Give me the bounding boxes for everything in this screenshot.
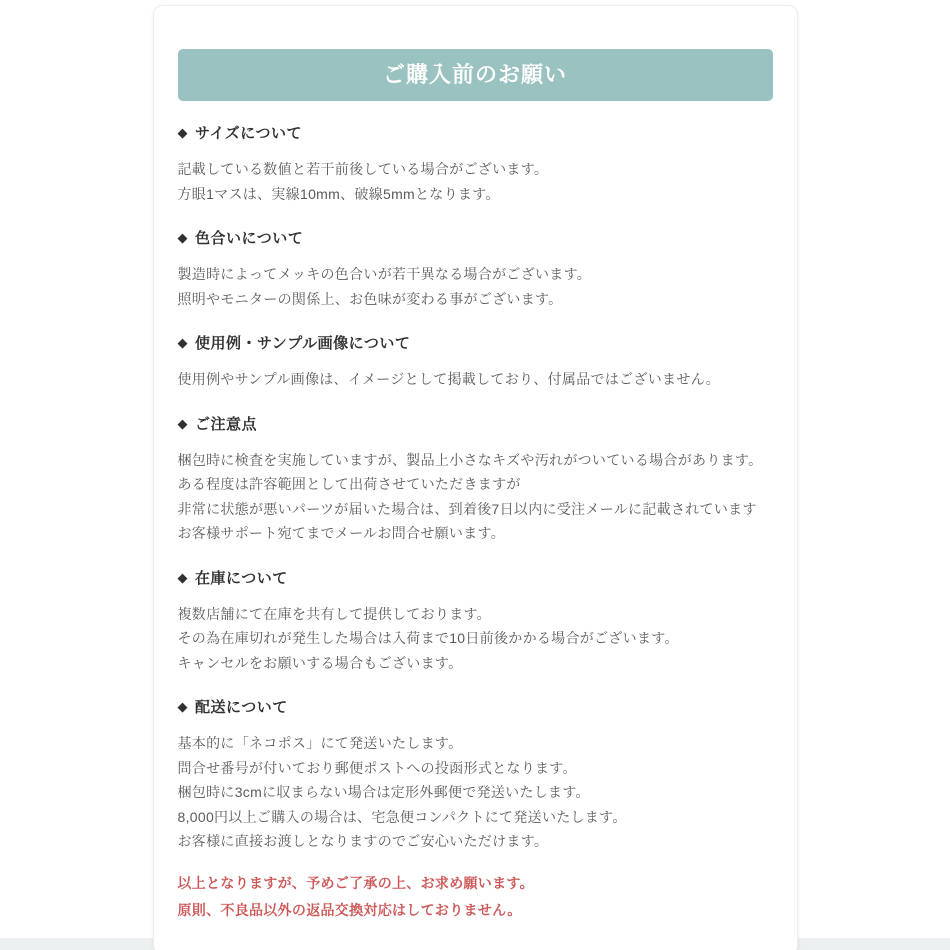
warning-line: 以上となりますが、予めご了承の上、お求め願います。 <box>177 874 534 891</box>
body-line: 梱包時に検査を実施していますが、製品上小さなキズや汚れがついている場合があります。 <box>177 451 763 468</box>
section-heading-label: 在庫について <box>195 569 288 587</box>
body-line: 基本的に「ネコポス」にて発送いたします。 <box>177 735 463 751</box>
section-heading <box>178 123 773 144</box>
body-line: お客様に直接お渡しとなりますのでご安心いただけます。 <box>177 833 549 849</box>
section-heading <box>178 414 773 435</box>
section-heading-label: ご注意点 <box>195 415 258 433</box>
section-heading <box>178 568 773 589</box>
section-stock <box>178 568 773 676</box>
page-title: ご購入前のお願い <box>382 62 567 87</box>
section-shipping <box>178 697 773 854</box>
section-heading-label: 使用例・サンプル画像について <box>195 335 411 352</box>
section-size <box>178 123 773 206</box>
body-line: 製造時によってメッキの色合いが若干異なる場合がございます。 <box>177 266 592 282</box>
body-line: 8,000円以上ご購入の場合は、宅急便コンパクトにて発送いたします。 <box>177 808 627 825</box>
body-line: 方眼1マスは、実線10mm、破線5mmとなります。 <box>177 185 500 202</box>
section-heading-label: サイズについて <box>195 125 303 142</box>
body-line: 非常に状態が悪いパーツが届いた場合は、到着後7日以内に受注メールに記載されています <box>177 500 757 517</box>
diamond-bullet-icon: ◆ <box>177 569 188 585</box>
body-line: ある程度は許容範囲として出荷させていただきますが <box>177 476 521 492</box>
warning-notice <box>178 870 773 924</box>
warning-line: 原則、不良品以外の返品交換対応はしておりません。 <box>177 901 522 918</box>
body-line: 使用例やサンプル画像は、イメージとして掲載しており、付属品ではございません。 <box>177 371 721 387</box>
body-line: 記載している数値と若干前後している場合がございます。 <box>177 161 549 177</box>
body-line: 問合せ番号が付いており郵便ポストへの投函形式となります。 <box>177 759 577 776</box>
body-line: 照明やモニターの関係上、お色味が変わる事がございます。 <box>177 290 563 307</box>
body-line: 複数店舗にて在庫を共有して提供しております。 <box>177 605 491 622</box>
section-sample-images <box>178 333 773 392</box>
diamond-bullet-icon: ◆ <box>177 335 188 350</box>
diamond-bullet-icon: ◆ <box>177 125 188 140</box>
diamond-bullet-icon: ◆ <box>177 699 188 714</box>
section-color <box>178 228 773 311</box>
notice-card <box>153 5 798 950</box>
section-cautions <box>178 414 773 546</box>
body-line: お客様サポート宛てまでメールお問合せ願います。 <box>177 525 505 541</box>
diamond-bullet-icon: ◆ <box>177 415 188 431</box>
body-line: キャンセルをお願いする場合もございます。 <box>177 654 463 671</box>
section-heading-label: 色合いについて <box>195 230 304 247</box>
body-line: 梱包時に3cmに収まらない場合は定形外郵便で発送いたします。 <box>177 784 590 800</box>
section-heading-label: 配送について <box>195 699 288 716</box>
title-banner <box>178 49 773 101</box>
section-heading <box>178 333 773 354</box>
body-line: その為在庫切れが発生した場合は入荷まで10日前後かかる場合がございます。 <box>177 630 679 646</box>
section-heading <box>178 228 773 249</box>
diamond-bullet-icon: ◆ <box>177 230 188 245</box>
section-heading <box>178 697 773 718</box>
